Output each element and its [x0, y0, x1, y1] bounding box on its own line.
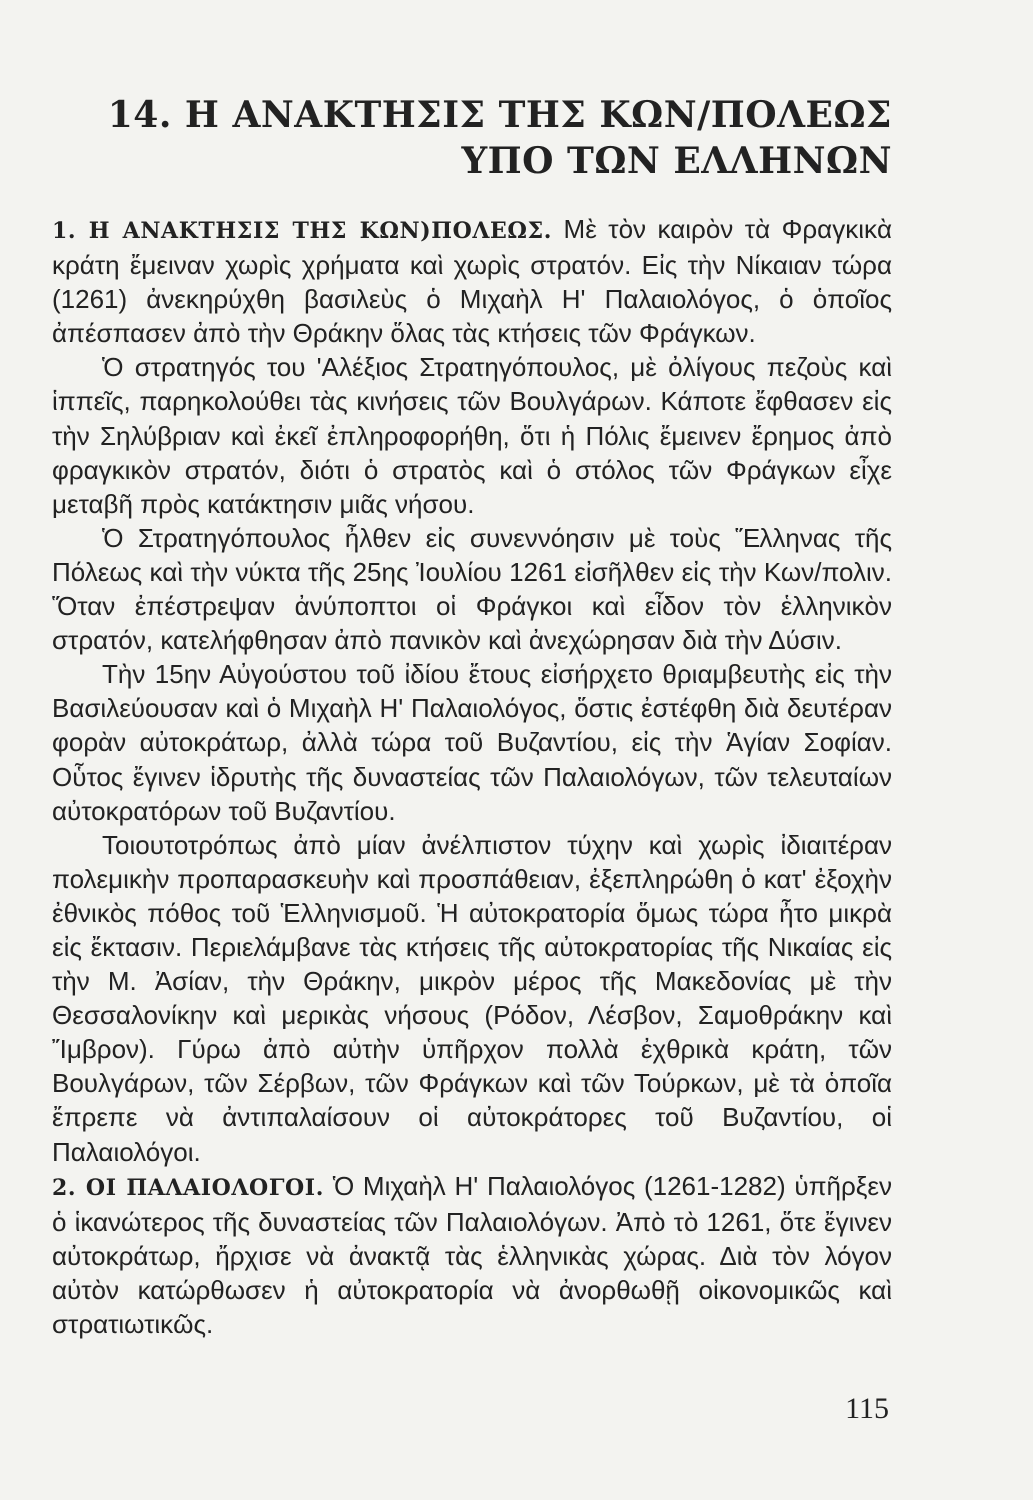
paragraph [52, 212, 892, 350]
paragraph: Ὁ στρατηγός του 'Αλέξιος Στρατηγόπουλος, μὲ ὀλίγους πεζοὺς καὶ ἱππεῖς, παρηκολούθει τὰς κινήσεις τῶν Βουλγάρων. Κάποτε ἔφθασεν εἰς τὴν Σηλύβριαν καὶ ἐκεῖ ἐπληροφορήθη, ὅτι ἡ Πόλις ἔμεινεν ἔρημος ἀπὸ φραγκικὸν στρατόν, διότι ὁ στρατὸς καὶ ὁ στόλος τῶν Φράγκων εἶχε μεταβῆ πρὸς κατάκτησιν μιᾶς νήσου. [52, 352, 892, 519]
paragraph [52, 1169, 892, 1341]
section-heading-1: 1. Η ΑΝΑΚΤΗΣΙΣ ΤΗΣ ΚΩΝ)ΠΟΛΕΩΣ. [52, 218, 553, 244]
page-content [52, 92, 892, 1341]
paragraph: Τὴν 15ην Αὐγούστου τοῦ ἰδίου ἔτους εἰσήρχετο θριαμβευτὴς εἰς τὴν Βασιλεύουσαν καὶ ὁ Μιχαὴλ Η' Παλαιολόγος, ὅστις ἐστέφθη διὰ δευτέραν φορὰν αὐτοκράτωρ, ἀλλὰ τώρα τοῦ Βυζαντίου, εἰς τὴν Ἁγίαν Σοφίαν. Οὗτος ἔγινεν ἱδρυτὴς τῆς δυναστείας τῶν Παλαιολόγων, τῶν τελευταίων αὐτοκρατόρων τοῦ Βυζαντίου. [52, 659, 892, 826]
chapter-title-line-1: 14. Η ΑΝΑΚΤΗΣΙΣ ΤΗΣ ΚΩΝ/ΠΟΛΕΩΣ [107, 94, 892, 136]
paragraph-text: Μὲ τὸν καιρὸν τὰ Φραγκικὰ κράτη ἔμειναν χωρὶς χρήματα καὶ χωρὶς στρατόν. Εἰς τὴν Νίκαιαν τώρα (1261) ἀνεκηρύχθη βασιλεὺς ὁ Μιχαὴλ Η' Παλαιολόγος, ὁ ὁποῖος ἀπέσπασεν ἀπὸ τὴν Θράκην ὅλας τὰς κτήσεις τῶν Φράγκων. [52, 214, 893, 349]
page-number: 115 [845, 1392, 889, 1425]
paragraph: Τοιουτοτρόπως ἀπὸ μίαν ἀνέλπιστον τύχην καὶ χωρὶς ἰδιαιτέραν πολεμικὴν προπαρασκευὴν καὶ προσπάθειαν, ἐξεπληρώθη ὁ κατ' ἐξοχὴν ἐθνικὸς πόθος τοῦ Ἑλληνισμοῦ. Ἡ αὐτοκρατορία ὅμως τώρα ἦτο μικρὰ εἰς ἔκτασιν. Περιελάμβανε τὰς κτήσεις τῆς αὐτοκρατορίας τῆς Νικαίας εἰς τὴν Μ. Ἀσίαν, τὴν Θράκην, μικρὸν μέρος τῆς Μακεδονίας μὲ τὴν Θεσσαλονίκην καὶ μερικὰς νήσους (Ρόδον, Λέσβον, Σαμοθράκην καὶ Ἴμβρον). Γύρω ἀπὸ αὐτὴν ὑπῆρχον πολλὰ ἐχθρικὰ κράτη, τῶν Βουλγάρων, τῶν Σέρβων, τῶν Φράγκων καὶ τῶν Τούρκων, μὲ τὰ ὁποῖα ἔπρεπε νὰ ἀντιπαλαίσουν οἱ αὐτοκράτορες τοῦ Βυζαντίου, οἱ Παλαιολόγοι. [52, 829, 892, 1167]
body-text [52, 212, 892, 1341]
section-heading-2: 2. ΟΙ ΠΑΛΑΙΟΛΟΓΟΙ. [52, 1174, 324, 1201]
chapter-title-line-2: ΥΠΟ ΤΩΝ ΕΛΛΗΝΩΝ [461, 140, 892, 182]
paragraph-text: Ὁ Μιχαὴλ Η' Παλαιολόγος (1261-1282) ὑπῆρξεν ὁ ἱκανώτερος τῆς δυναστείας τῶν Παλαιολόγων. Ἀπὸ τὸ 1261, ὅτε ἔγινεν αὐτοκράτωρ, ἤρχισε νὰ ἀνακτᾷ τὰς ἑλληνικὰς χώρας. Διὰ τὸν λόγον αὐτὸν κατώρθωσεν ἡ αὐτοκρατορία νὰ ἀνορθωθῇ οἰκονομικῶς καὶ στρατιωτικῶς. [52, 1170, 892, 1339]
paragraph: Ὁ Στρατηγόπουλος ἦλθεν εἰς συνεννόησιν μὲ τοὺς Ἕλληνας τῆς Πόλεως καὶ τὴν νύκτα τῆς 25ης Ἰουλίου 1261 εἰσῆλθεν εἰς τὴν Κων/πολιν. Ὅταν ἐπέστρεψαν ἀνύποπτοι οἱ Φράγκοι καὶ εἶδον τὸν ἑλληνικὸν στρατόν, κατελήφθησαν ἀπὸ πανικὸν καὶ ἀνεχώρησαν διὰ τὴν Δύσιν. [52, 522, 892, 656]
chapter-title [52, 92, 892, 184]
